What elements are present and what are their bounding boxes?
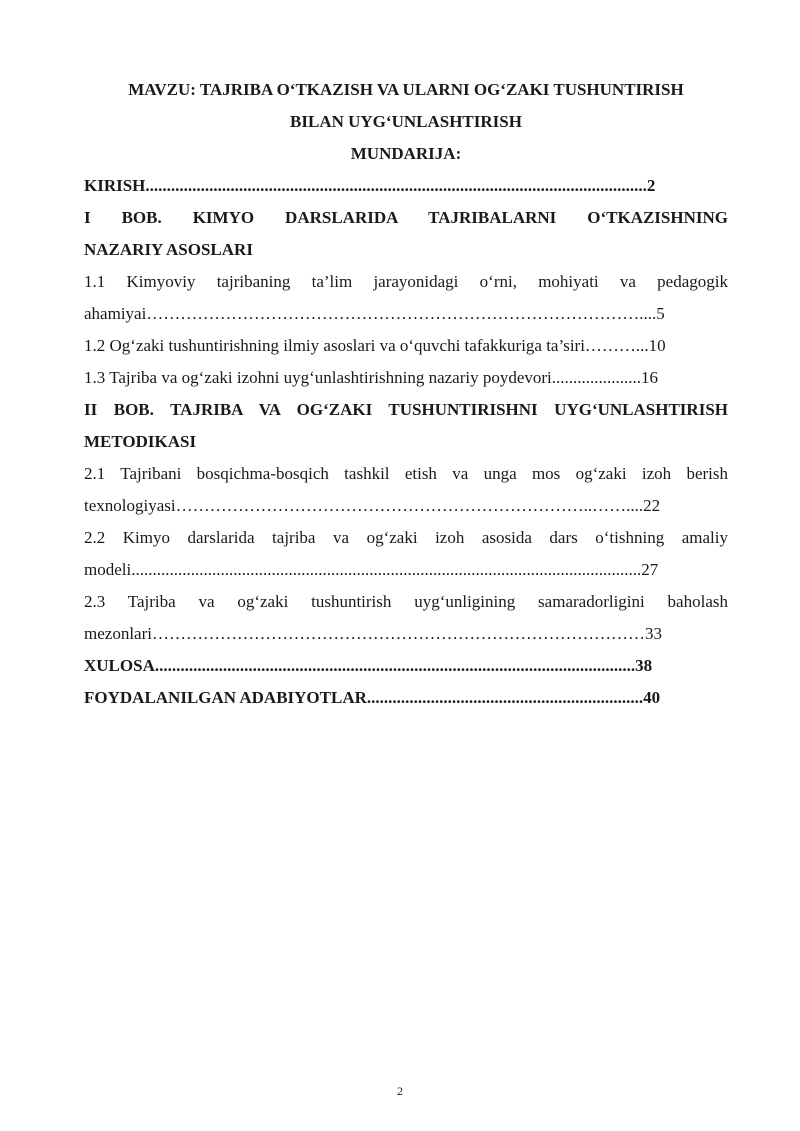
document-content — [84, 74, 728, 714]
toc-section-2-3-line-2: mezonlari……………………………………………………………………………33 — [84, 624, 662, 643]
toc-section-1-1-line-2: ahamiyai……………………………………………………………………………....5 — [84, 304, 665, 323]
toc-entry-adabiyotlar: FOYDALANILGAN ADABIYOTLAR.................................................................40 — [84, 688, 661, 707]
document-title-line-2: BILAN UYG‘UNLASHTIRISH — [290, 112, 522, 131]
toc-section-1-3: 1.3 Tajriba va og‘zaki izohni uyg‘unlashtirishning nazariy poydevori.....................16 — [84, 368, 659, 387]
toc-section-1-1-line-1: 1.1 Kimyoviy tajribaning ta’lim jarayonidagi o‘rni, mohiyati va pedagogik — [84, 272, 728, 291]
toc-entry-xulosa: XULOSA.................................................................................................................38 — [84, 656, 653, 675]
toc-heading: MUNDARIJA: — [350, 144, 462, 163]
toc-entry-kirish: KIRISH......................................................................................................................2 — [84, 176, 656, 195]
toc-chapter-2-line-2: METODIKASI — [84, 432, 197, 451]
toc-section-2-1-line-1: 2.1 Tajribani bosqichma-bosqich tashkil etish va unga mos og‘zaki izoh berish — [84, 464, 728, 483]
document-title-line-1: MAVZU: TAJRIBA O‘TKAZISH VA ULARNI OG‘ZAKI TUSHUNTIRISH — [128, 80, 684, 99]
page-number: 2 — [397, 1084, 403, 1098]
toc-section-2-1-line-2: texnologiyasi………………………………………………………………..……....22 — [84, 496, 661, 515]
toc-chapter-1-line-1: I BOB. KIMYO DARSLARIDA TAJRIBALARNI O‘TKAZISHNING — [84, 208, 728, 227]
toc-section-2-2-line-1: 2.2 Kimyo darslarida tajriba va og‘zaki izoh asosida dars o‘tishning amaliy — [84, 528, 728, 547]
toc-chapter-2-line-1: II BOB. TAJRIBA VA OG‘ZAKI TUSHUNTIRISHNI UYG‘UNLASHTIRISH — [84, 400, 728, 419]
toc-section-1-2: 1.2 Og‘zaki tushuntirishning ilmiy asoslari va o‘quvchi tafakkuriga ta’siri………...10 — [84, 336, 666, 355]
toc-section-2-3-line-1: 2.3 Tajriba va og‘zaki tushuntirish uyg‘unligining samaradorligini baholash — [84, 592, 728, 611]
toc-chapter-1-line-2: NAZARIY ASOSLARI — [84, 240, 253, 259]
toc-section-2-2-line-2: modeli........................................................................................................................27 — [84, 560, 659, 579]
